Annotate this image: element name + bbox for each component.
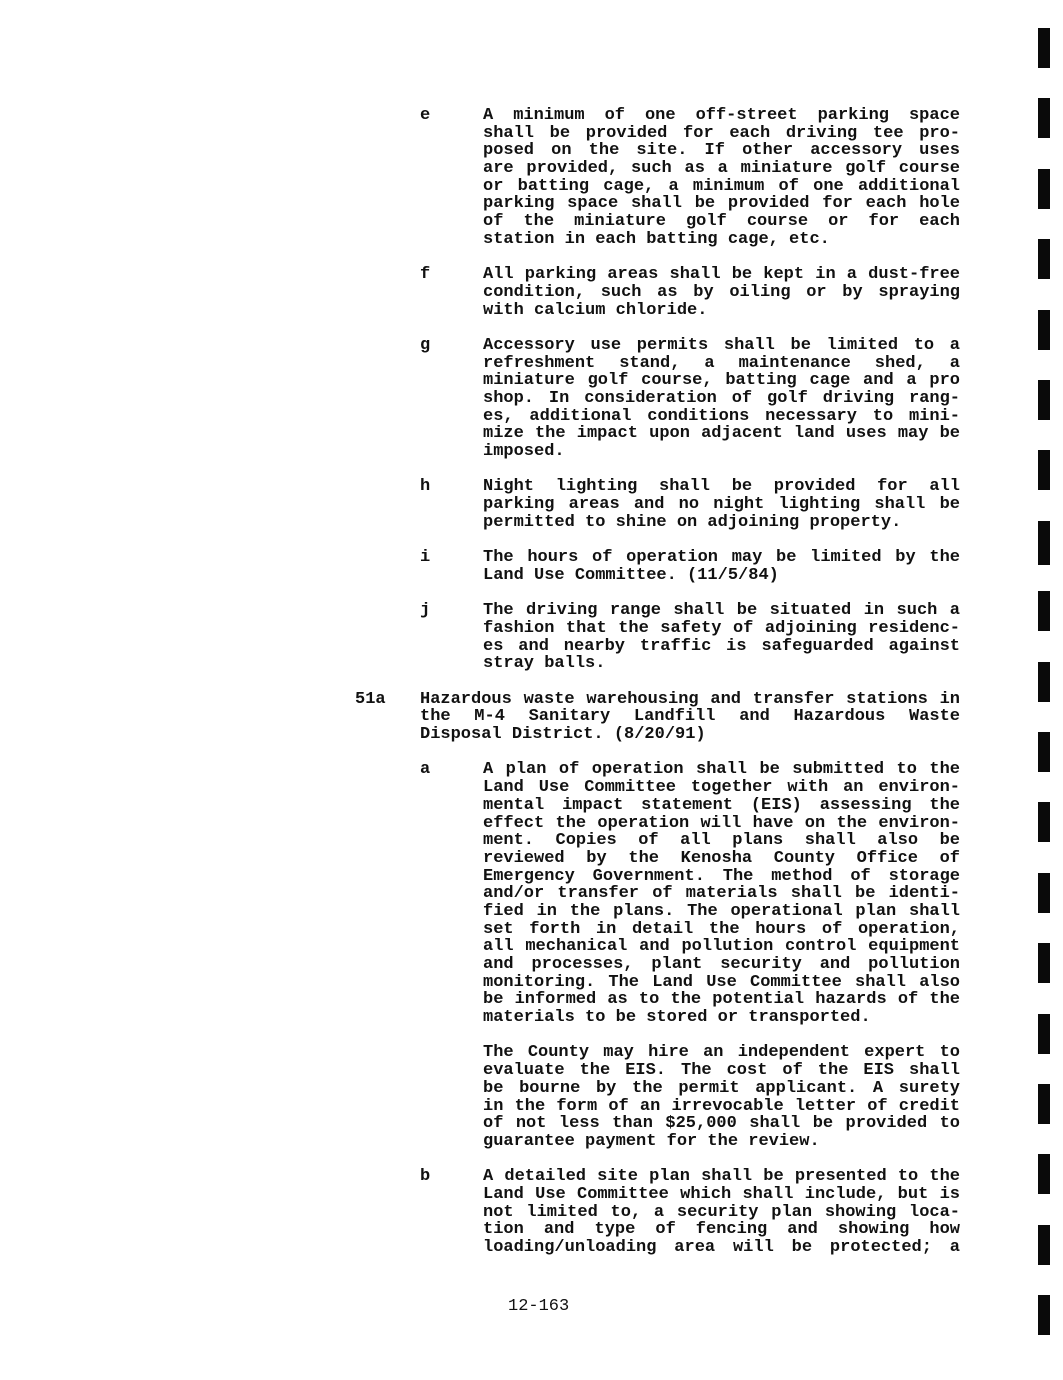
- text-line: Emergency Government. The method of storage: [483, 867, 960, 886]
- margin-mark: [1038, 98, 1050, 138]
- text-line: ment. Copies of all plans shall also be: [483, 832, 960, 850]
- text-line: refreshment stand, a maintenance shed, a: [483, 354, 960, 373]
- text-line: tion and type of fencing and showing how: [483, 1221, 960, 1239]
- text-line: Land Use Committee. (11/5/84): [483, 566, 779, 585]
- text-line: mental impact statement (EIS) assessing the: [483, 796, 960, 815]
- text-line: Night lighting shall be provided for all: [483, 478, 960, 497]
- text-line: A minimum of one off-street parking space: [483, 107, 960, 125]
- text-line: Land Use Committee together with an environ-: [483, 779, 960, 797]
- item-label: e: [420, 106, 431, 125]
- text-line: Land Use Committee which shall include, but is: [483, 1185, 960, 1204]
- margin-mark: [1038, 1154, 1050, 1194]
- text-line: parking areas and no night lighting shall be: [483, 496, 960, 514]
- margin-mark: [1038, 1014, 1050, 1054]
- section-heading-text: [420, 691, 960, 744]
- text-line: loading/unloading area will be protected; a: [483, 1239, 960, 1257]
- margin-mark: [1038, 450, 1050, 490]
- item-label: g: [420, 335, 431, 355]
- margin-mark: [1038, 28, 1050, 68]
- margin-mark: [1038, 1225, 1050, 1265]
- item-text: [483, 337, 960, 461]
- text-line: set forth in detail the hours of operation,: [483, 920, 960, 939]
- paragraph: [483, 1044, 960, 1150]
- subitem-b: [0, 1168, 1063, 1256]
- item-f: [0, 266, 1063, 319]
- margin-mark: [1038, 873, 1050, 913]
- item-label: j: [420, 601, 431, 621]
- text-line: the M-4 Sanitary Landfill and Hazardous Waste: [420, 708, 960, 727]
- margin-mark: [1038, 310, 1050, 350]
- text-line: be informed as to the potential hazards of the: [483, 991, 960, 1010]
- subitem-a: [0, 761, 1063, 1150]
- item-text: [483, 761, 960, 1150]
- section-label: 51a: [355, 689, 386, 709]
- item-label: h: [420, 477, 431, 497]
- text-line: es, additional conditions necessary to mini-: [483, 407, 960, 426]
- text-line: The driving range shall be situated in such a: [483, 602, 960, 620]
- text-line: guarantee payment for the review.: [483, 1132, 820, 1151]
- item-label: a: [420, 760, 431, 780]
- text-line: not limited to, a security plan showing loca-: [483, 1203, 960, 1222]
- margin-mark: [1038, 239, 1050, 279]
- item-text: [483, 549, 960, 584]
- text-line: are provided, such as a miniature golf course: [483, 160, 960, 178]
- text-line: evaluate the EIS. The cost of the EIS shall: [483, 1062, 960, 1080]
- document-body: [0, 107, 1063, 1274]
- item-h: [0, 478, 1063, 531]
- text-line: The hours of operation may be limited by the: [483, 549, 960, 567]
- text-line: in the form of an irrevocable letter of credit: [483, 1097, 960, 1116]
- text-line: parking space shall be provided for each hole: [483, 195, 960, 214]
- item-e: [0, 107, 1063, 249]
- text-line: materials to be stored or transported.: [483, 1009, 871, 1027]
- item-text: [483, 266, 960, 319]
- text-line: shall be provided for each driving tee pro-: [483, 124, 960, 143]
- margin-mark: [1038, 662, 1050, 702]
- text-line: Hazardous waste warehousing and transfer stations in: [420, 690, 960, 709]
- text-line: station in each batting cage, etc.: [483, 230, 830, 249]
- text-line: fashion that the safety of adjoining residenc-: [483, 619, 960, 638]
- item-text: [483, 1168, 960, 1256]
- text-line: condition, such as by oiling or by spraying: [483, 283, 960, 302]
- margin-mark: [1038, 1295, 1050, 1335]
- text-line: of not less than $25,000 shall be provided to: [483, 1115, 960, 1133]
- item-j: [0, 602, 1063, 673]
- item-label: f: [420, 265, 431, 285]
- text-line: or batting cage, a minimum of one additional: [483, 177, 960, 196]
- section-51a: [0, 691, 1063, 744]
- text-line: A plan of operation shall be submitted to the: [483, 761, 960, 780]
- text-line: Disposal District. (8/20/91): [420, 726, 706, 744]
- text-line: Accessory use permits shall be limited to a: [483, 336, 960, 355]
- text-line: permitted to shine on adjoining property.: [483, 513, 902, 532]
- text-line: posed on the site. If other accessory uses: [483, 142, 960, 161]
- text-line: stray balls.: [483, 655, 606, 673]
- text-line: fied in the plans. The operational plan shall: [483, 902, 960, 921]
- text-line: miniature golf course, batting cage and a pro: [483, 372, 960, 390]
- text-line: shop. In consideration of golf driving rang-: [483, 390, 960, 408]
- text-line: and processes, plant security and pollution: [483, 956, 960, 974]
- text-line: mize the impact upon adjacent land uses may be: [483, 425, 960, 444]
- item-text: [483, 107, 960, 249]
- margin-mark: [1038, 380, 1050, 420]
- margin-mark: [1038, 943, 1050, 983]
- text-line: with calcium chloride.: [483, 301, 708, 320]
- text-line: es and nearby traffic is safeguarded against: [483, 637, 960, 656]
- text-line: of the miniature golf course or for each: [483, 213, 960, 231]
- item-text: [483, 478, 960, 531]
- text-line: reviewed by the Kenosha County Office of: [483, 849, 960, 868]
- margin-mark: [1038, 1084, 1050, 1124]
- text-line: be bourne by the permit applicant. A surety: [483, 1079, 960, 1098]
- item-label: b: [420, 1167, 431, 1187]
- margin-mark: [1038, 591, 1050, 631]
- paragraph: [483, 761, 960, 1026]
- text-line: The County may hire an independent expert to: [483, 1044, 960, 1063]
- text-line: and/or transfer of materials shall be identi-: [483, 885, 960, 903]
- item-g: [0, 337, 1063, 461]
- page-number: 12-163: [508, 1297, 570, 1316]
- item-label: i: [420, 548, 431, 568]
- item-i: [0, 549, 1063, 584]
- text-line: imposed.: [483, 443, 565, 461]
- text-line: effect the operation will have on the environ-: [483, 814, 960, 833]
- text-line: monitoring. The Land Use Committee shall also: [483, 973, 960, 992]
- margin-mark: [1038, 521, 1050, 565]
- paragraph: [483, 1168, 960, 1256]
- margin-mark: [1038, 732, 1050, 772]
- text-line: All parking areas shall be kept in a dust-free: [483, 266, 960, 284]
- margin-mark: [1038, 802, 1050, 842]
- margin-mark: [1038, 169, 1050, 209]
- text-line: A detailed site plan shall be presented to the: [483, 1168, 960, 1186]
- text-line: all mechanical and pollution control equipment: [483, 938, 960, 956]
- item-text: [483, 602, 960, 673]
